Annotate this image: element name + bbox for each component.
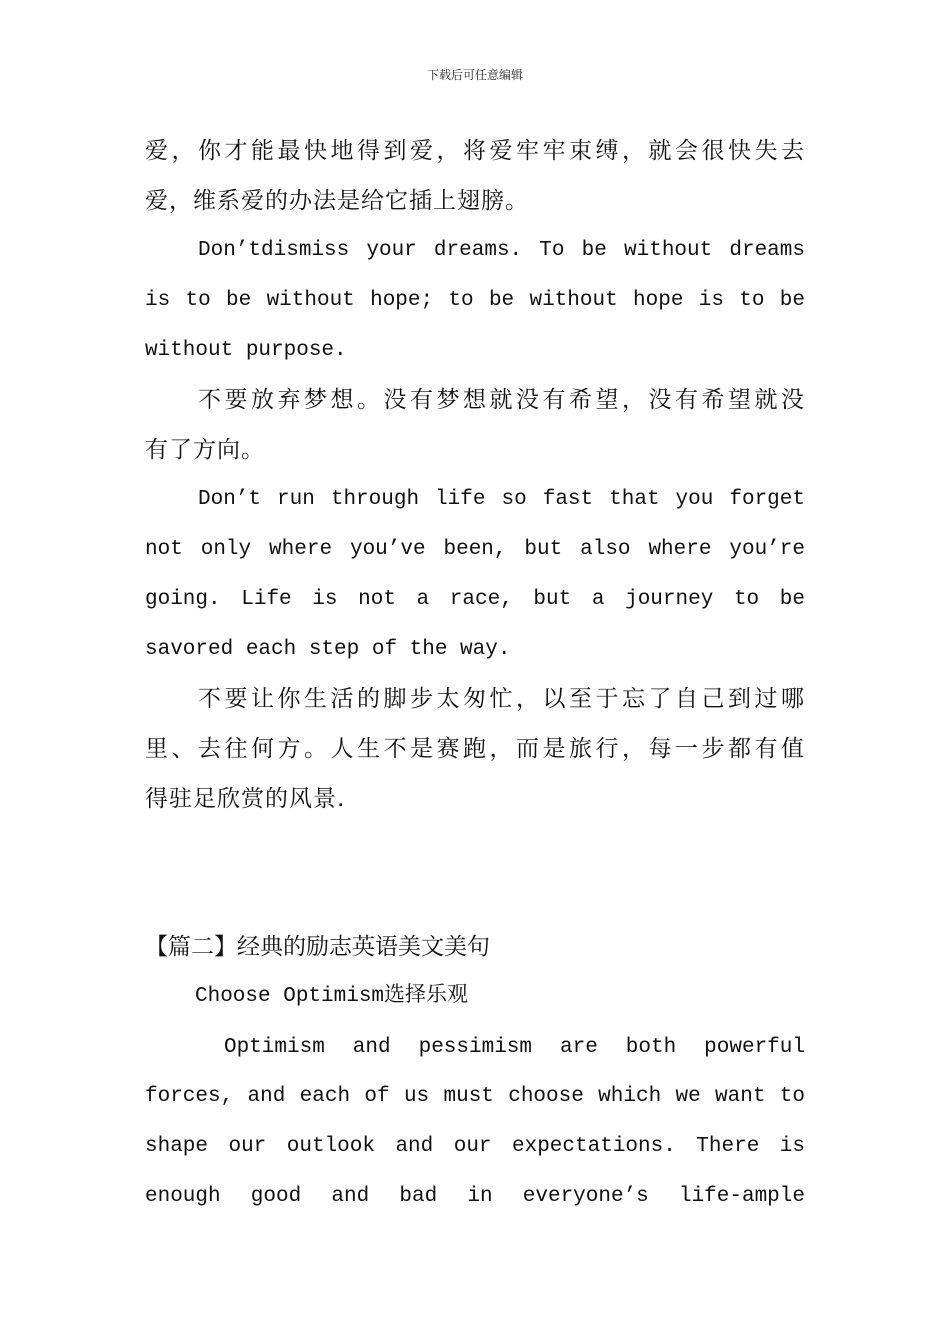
section-subtitle: Choose Optimism选择乐观 (195, 985, 469, 1008)
paragraph-line: savored each step of the way. (145, 638, 511, 661)
paragraph-line: Don’tdismiss your dreams. To be without dreams (198, 239, 805, 262)
paragraph-line: Don’t run through life so fast that you forget (198, 488, 805, 511)
paragraph-line: 爱，维系爱的办法是给它插上翅膀。 (145, 188, 529, 214)
paragraph-line: enough good and bad in everyone’s life-ample (145, 1185, 805, 1208)
page-header: 下载后可任意编辑 (426, 68, 523, 82)
paragraph-line: 爱，你才能最快地得到爱，将爱牢牢束缚，就会很快失去 (145, 138, 805, 164)
paragraph-line: 有了方向。 (145, 437, 265, 463)
paragraph-line: is to be without hope; to be without hope is to be (145, 289, 805, 312)
paragraph-line: 里、去往何方。人生不是赛跑，而是旅行，每一步都有值 (145, 736, 805, 762)
paragraph-line: without purpose. (145, 339, 347, 362)
paragraph-line: going. Life is not a race, but a journey to be (145, 588, 805, 611)
paragraph-line: not only where you’ve been, but also where you’re (145, 538, 805, 561)
paragraph-line: 得驻足欣赏的风景. (145, 786, 346, 812)
paragraph-line: shape our outlook and our expectations. There is (145, 1135, 805, 1158)
paragraph-line: forces, and each of us must choose which we want to (145, 1085, 805, 1108)
paragraph-line: 不要放弃梦想。没有梦想就没有希望，没有希望就没 (198, 387, 805, 413)
section-heading: 【篇二】经典的励志英语美文美句 (145, 934, 490, 960)
paragraph-line: Optimism and pessimism are both powerful (224, 1036, 805, 1059)
paragraph-line: 不要让你生活的脚步太匆忙，以至于忘了自己到过哪 (198, 686, 805, 712)
